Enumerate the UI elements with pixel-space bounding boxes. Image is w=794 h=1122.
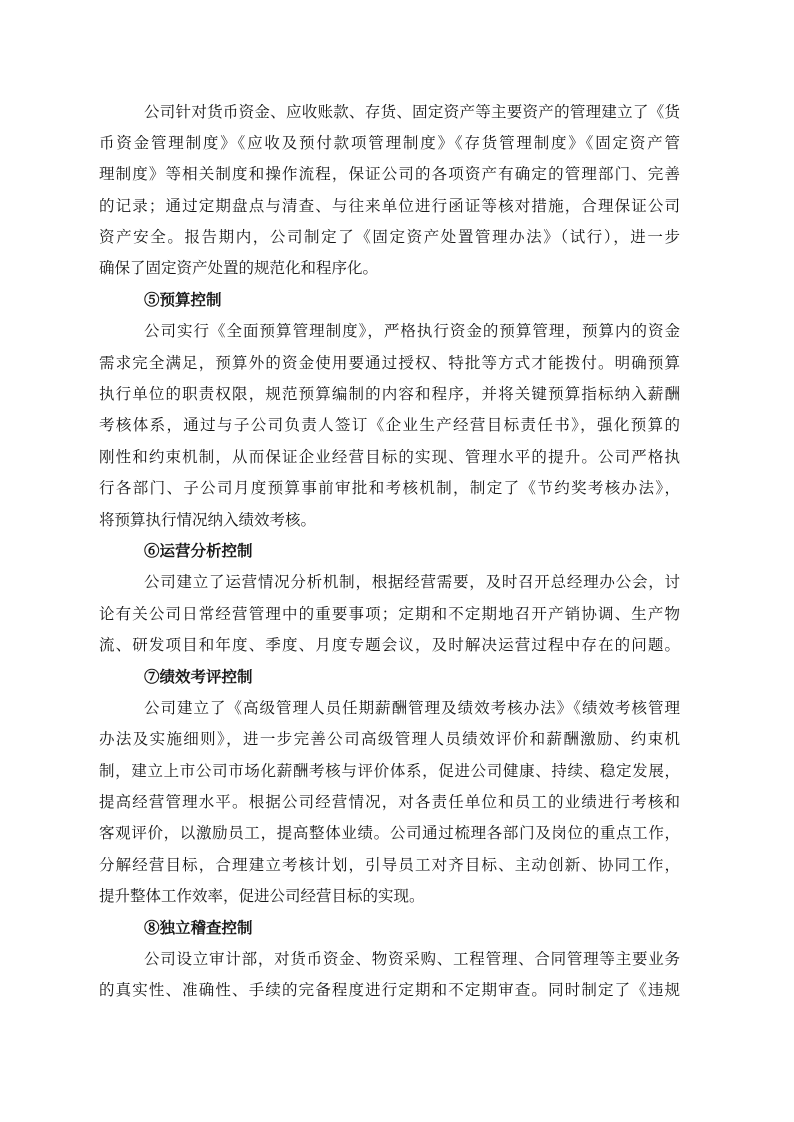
heading-independent-audit-control: ⑧独立稽查控制 [144,919,253,937]
text-line: 提升整体工作效率，促进公司经营目标的实现。 [99,888,425,906]
text-line: 理制度》等相关制度和操作流程，保证公司的各项资产有确定的管理部门、完善 [99,166,680,184]
heading-performance-appraisal-control: ⑦绩效考评控制 [144,668,253,686]
text-line: 客观评价，以激励员工，提高整体业绩。公司通过梳理各部门及岗位的重点工作， [99,825,680,843]
text-line: 制，建立上市公司市场化薪酬考核与评价体系，促进公司健康、持续、稳定发展， [99,762,680,780]
text-line: 提高经营管理水平。根据公司经营情况，对各责任单位和员工的业绩进行考核和 [99,794,680,812]
text-line: 将预算执行情况纳入绩效考核。 [99,511,317,529]
text-line: 公司建立了《高级管理人员任期薪酬管理及绩效考核办法》《绩效考核管理 [144,699,680,717]
text-line: 论有关公司日常经营管理中的重要事项；定期和不定期地召开产销协调、生产物 [99,605,680,623]
text-line: 公司建立了运营情况分析机制，根据经营需要，及时召开总经理办公会，讨 [144,574,680,592]
text-line: 分解经营目标，合理建立考核计划，引导员工对齐目标、主动创新、协同工作， [99,856,680,874]
text-line: 的真实性、准确性、手续的完备程度进行定期和不定期审查。同时制定了《违规 [99,982,680,1000]
text-line: 需求完全满足，预算外的资金使用要通过授权、特批等方式才能拨付。明确预算 [99,354,680,372]
text-line: 资产安全。报告期内，公司制定了《固定资产处置管理办法》（试行），进一步 [99,229,680,247]
text-line: 流、研发项目和年度、季度、月度专题会议，及时解决运营过程中存在的问题。 [99,637,680,655]
text-line: 公司设立审计部，对货币资金、物资采购、工程管理、合同管理等主要业务 [144,951,680,969]
text-line: 办法及实施细则》，进一步完善公司高级管理人员绩效评价和薪酬激励、约束机 [99,731,680,749]
text-line: 币资金管理制度》《应收及预付款项管理制度》《存货管理制度》《固定资产管 [99,134,680,152]
text-line: 行各部门、子公司月度预算事前审批和考核机制，制定了《节约奖考核办法》， [99,480,680,498]
heading-operations-analysis-control: ⑥运营分析控制 [144,542,253,560]
text-line: 公司实行《全面预算管理制度》，严格执行资金的预算管理，预算内的资金 [144,323,680,341]
text-line: 公司针对货币资金、应收账款、存货、固定资产等主要资产的管理建立了《货 [144,103,680,121]
text-line: 刚性和约束机制，从而保证企业经营目标的实现、管理水平的提升。公司严格执 [99,448,680,466]
text-line: 考核体系，通过与子公司负责人签订《企业生产经营目标责任书》，强化预算的 [99,417,680,435]
text-line: 的记录；通过定期盘点与清查、与往来单位进行函证等核对措施，合理保证公司 [99,197,680,215]
text-line: 执行单位的职责权限，规范预算编制的内容和程序，并将关键预算指标纳入薪酬 [99,386,680,404]
document-text-block [99,97,680,1007]
heading-budget-control: ⑤预算控制 [144,291,222,309]
text-line: 确保了固定资产处置的规范化和程序化。 [99,260,379,278]
